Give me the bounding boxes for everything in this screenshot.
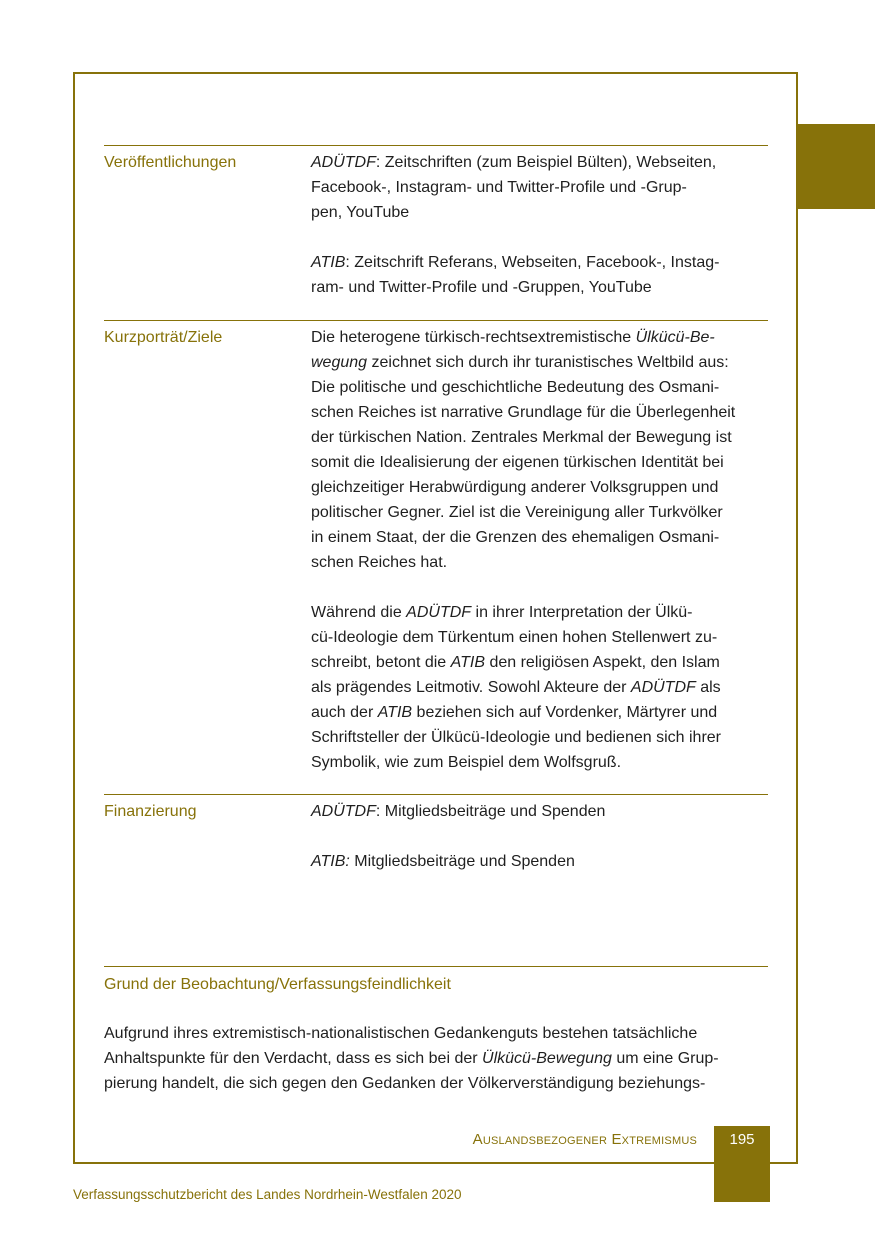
body-paragraph	[104, 1021, 768, 1096]
text-line: somit die Idealisierung der eigenen türkischen Identität bei	[311, 454, 724, 471]
text-line: cü-Ideologie dem Türkentum einen hohen Stellenwert zu-	[311, 629, 718, 646]
row-content	[311, 150, 771, 300]
page-number: 195	[714, 1126, 770, 1202]
text-line: politischer Gegner. Ziel ist die Vereinigung aller Turkvölker	[311, 504, 723, 521]
paragraph	[311, 325, 771, 575]
text-line: der türkischen Nation. Zentrales Merkmal der Bewegung ist	[311, 429, 732, 446]
text-line: pierung handelt, die sich gegen den Gedanken der Völkerverständigung beziehungs-	[104, 1075, 706, 1092]
row-content	[311, 325, 771, 775]
table-row-profile-goals	[104, 320, 768, 771]
row-content	[311, 799, 771, 874]
text-line: Während die ADÜTDF in ihrer Interpretation der Ülkü-	[311, 604, 693, 621]
text-line: ADÜTDF: Mitgliedsbeiträge und Spenden	[311, 803, 606, 820]
table-row-financing	[104, 794, 768, 870]
text-line: gleichzeitiger Herabwürdigung anderer Volksgruppen und	[311, 479, 719, 496]
table-row-publications	[104, 145, 768, 296]
paragraph	[311, 250, 771, 300]
section-heading-row	[104, 966, 768, 993]
text-line: ram- und Twitter-Profile und -Gruppen, YouTube	[311, 279, 652, 296]
text-line: ADÜTDF: Zeitschriften (zum Beispiel Bülten), Webseiten,	[311, 154, 717, 171]
text-line: schen Reiches ist narrative Grundlage für die Überlegenheit	[311, 404, 736, 421]
text-line: pen, YouTube	[311, 204, 410, 221]
text-line: schreibt, betont die ATIB den religiösen Aspekt, den Islam	[311, 654, 720, 671]
text-line: in einem Staat, der die Grenzen des ehemaligen Osmani-	[311, 529, 720, 546]
text-line: ATIB: Zeitschrift Referans, Webseiten, Facebook-, Instag-	[311, 254, 720, 271]
paragraph	[311, 849, 771, 874]
text-line: ATIB: Mitgliedsbeiträge und Spenden	[311, 853, 575, 870]
paragraph	[311, 600, 771, 775]
report-title-footer: Verfassungsschutzbericht des Landes Nordrhein-Westfalen 2020	[73, 1187, 462, 1202]
text-line: wegung zeichnet sich durch ihr turanistisches Weltbild aus:	[311, 354, 729, 371]
text-line: auch der ATIB beziehen sich auf Vordenker, Märtyrer und	[311, 704, 718, 721]
chapter-tab-marker	[798, 124, 875, 209]
text-line: Symbolik, wie zum Beispiel dem Wolfsgruß.	[311, 754, 622, 771]
text-line: Facebook-, Instagram- und Twitter-Profile und -Grup-	[311, 179, 687, 196]
text-line: Schriftsteller der Ülkücü-Ideologie und bedienen sich ihrer	[311, 729, 721, 746]
row-label: Veröffentlichungen	[104, 154, 237, 171]
text-line: Die heterogene türkisch-rechtsextremistische Ülkücü-Be-	[311, 329, 715, 346]
text-line: als prägendes Leitmotiv. Sowohl Akteure der ADÜTDF als	[311, 679, 721, 696]
paragraph	[311, 799, 771, 824]
text-line: Aufgrund ihres extremistisch-nationalistischen Gedankenguts bestehen tatsächliche	[104, 1025, 698, 1042]
section-heading: Grund der Beobachtung/Verfassungsfeindlichkeit	[104, 976, 451, 993]
text-line: schen Reiches hat.	[311, 554, 448, 571]
row-label: Kurzporträt/Ziele	[104, 329, 223, 346]
paragraph	[311, 150, 771, 225]
section-title-footer: Auslandsbezogener Extremismus	[472, 1131, 697, 1148]
text-line: Die politische und geschichtliche Bedeutung des Osmani-	[311, 379, 720, 396]
text-line: Anhaltspunkte für den Verdacht, dass es sich bei der Ülkücü-Bewegung um eine Grup-	[104, 1050, 719, 1067]
row-label: Finanzierung	[104, 803, 197, 820]
